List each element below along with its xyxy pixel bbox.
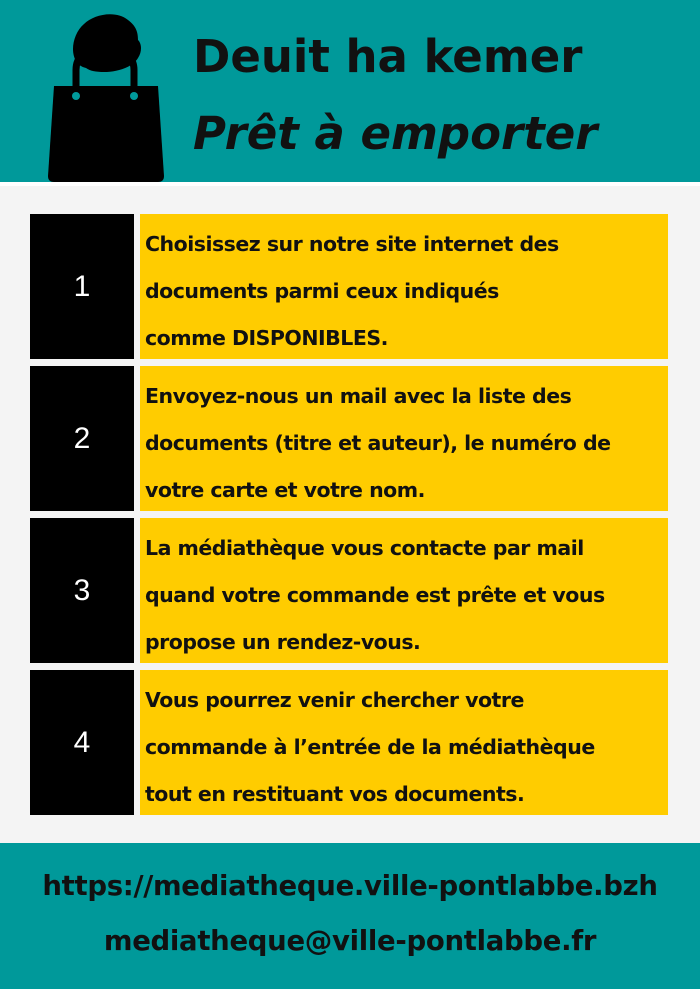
step-4-line: tout en restituant vos documents. xyxy=(145,782,525,806)
step-4-line: Vous pourrez venir chercher votre xyxy=(145,688,524,712)
step-4-line: commande à l’entrée de la médiathèque xyxy=(145,735,595,759)
footer-banner xyxy=(0,843,700,989)
step-1-number: 1 xyxy=(30,214,134,359)
step-1-line: comme DISPONIBLES. xyxy=(145,326,388,350)
step-1-line: Choisissez sur notre site internet des xyxy=(145,232,559,256)
step-3-text xyxy=(140,518,668,663)
step-2-line: documents (titre et auteur), le numéro de xyxy=(145,431,611,455)
step-3-line: La médiathèque vous contacte par mail xyxy=(145,536,584,560)
page-subtitle: Prêt à emporter xyxy=(193,107,598,160)
step-4-text xyxy=(140,670,668,815)
step-2-line: Envoyez-nous un mail avec la liste des xyxy=(145,384,572,408)
step-2-line: votre carte et votre nom. xyxy=(145,478,425,502)
website-link[interactable]: https://mediatheque.ville-pontlabbe.bzh xyxy=(42,870,658,902)
step-2-number: 2 xyxy=(30,366,134,511)
shopping-bag-icon xyxy=(46,10,166,182)
page-title: Deuit ha kemer xyxy=(193,30,583,83)
step-2-text xyxy=(140,366,668,511)
step-1-line: documents parmi ceux indiqués xyxy=(145,279,499,303)
step-3-line: quand votre commande est prête et vous xyxy=(145,583,605,607)
header-banner xyxy=(0,0,700,186)
step-1-text xyxy=(140,214,668,359)
step-3-number: 3 xyxy=(30,518,134,663)
step-3-line: propose un rendez-vous. xyxy=(145,630,421,654)
step-4-number: 4 xyxy=(30,670,134,815)
email-link[interactable]: mediatheque@ville-pontlabbe.fr xyxy=(103,925,597,957)
